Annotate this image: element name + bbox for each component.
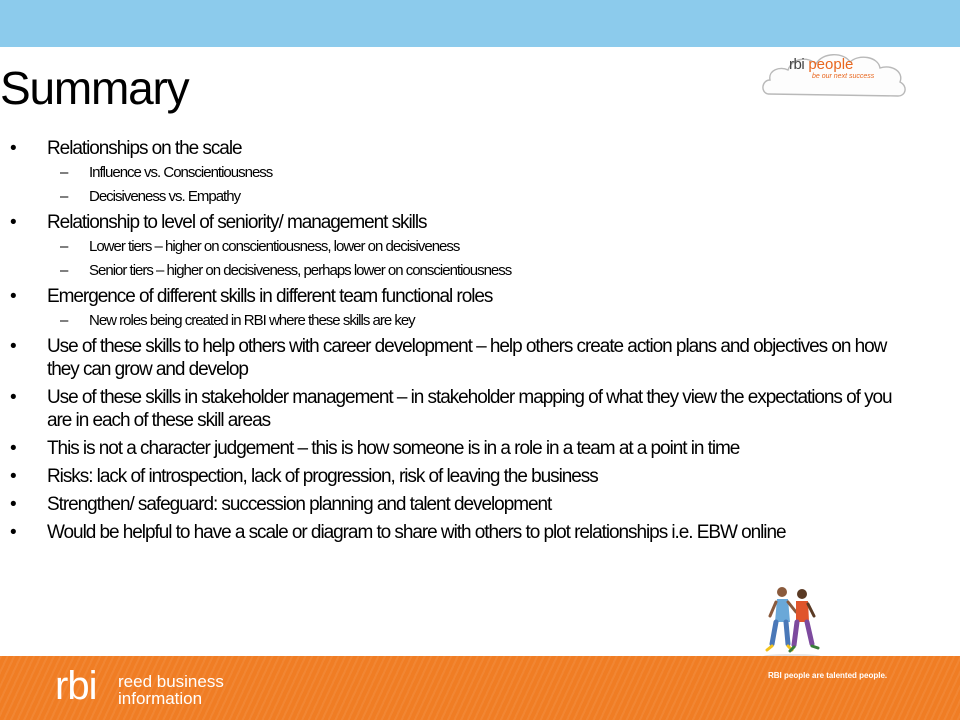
sub-bullet-text: Lower tiers – higher on conscientiousness, lower on decisiveness [89,238,460,255]
bullet-icon: • [10,522,17,543]
sub-bullet-item [0,237,960,256]
dash-icon: – [60,262,69,279]
sub-bullet-text: Decisiveness vs. Empathy [89,188,241,205]
bullet-item [0,521,907,544]
bullet-text: Use of these skills in stakeholder management – in stakeholder mapping of what they view the expectations of you are in each of these skill areas [47,387,892,431]
bullet-item [0,285,960,308]
sub-bullet-text: Influence vs. Conscientiousness [89,164,273,181]
logo-word: people [808,56,854,73]
bullet-item [0,465,960,488]
logo-brand: rbi [789,56,805,73]
bullet-text: Emergence of different skills in different team functional roles [47,286,493,307]
walking-people-illustration [758,582,828,662]
bullet-icon: • [10,286,17,307]
logo-wordmark [789,56,853,73]
bullet-icon: • [10,466,17,487]
bullet-text: Strengthen/ safeguard: succession planning and talent development [47,494,552,515]
dash-icon: – [60,188,69,205]
bullet-text: Relationships on the scale [47,138,242,159]
dash-icon: – [60,312,69,329]
bullet-item [0,335,907,381]
bullet-icon: • [10,336,17,357]
bullet-item [0,137,960,160]
bullet-text: Would be helpful to have a scale or diagram to share with others to plot relationships i.e. EBW online [47,522,786,543]
bullet-icon: • [10,494,17,515]
sub-bullet-text: New roles being created in RBI where these skills are key [89,312,415,329]
footer-company-name [118,673,258,707]
sub-bullet-item [0,261,960,280]
dash-icon: – [60,238,69,255]
bullet-text: Use of these skills to help others with career development – help others create action plans and objectives on how they can grow and develop [47,336,887,380]
bullet-item [0,211,960,234]
logo-tagline: be our next success [812,73,875,80]
footer-name-line1: reed business [118,672,224,691]
sub-bullet-text: Senior tiers – higher on decisiveness, perhaps lower on conscientiousness [89,262,512,279]
footer-name-line2: information [118,689,203,708]
slide-title: Summary [0,62,189,114]
bullet-text: Relationship to level of seniority/ management skills [47,212,427,233]
bullet-text: This is not a character judgement – this is how someone is in a role in a team at a point in time [47,438,740,459]
sub-bullet-item [0,311,960,330]
bullet-icon: • [10,138,17,159]
footer-logo-icon: rbi [55,664,97,708]
bullet-icon: • [10,387,17,408]
footer-tagline: RBI people are talented people. [768,671,888,680]
bullet-text: Risks: lack of introspection, lack of progression, risk of leaving the business [47,466,598,487]
sub-bullet-item [0,187,960,206]
dash-icon: – [60,164,69,181]
bullet-list [0,137,960,549]
bullet-item [0,386,907,432]
bullet-item [0,437,960,460]
bullet-item [0,493,960,516]
top-banner [0,0,960,47]
bullet-icon: • [10,438,17,459]
bullet-icon: • [10,212,17,233]
sub-bullet-item [0,163,960,182]
